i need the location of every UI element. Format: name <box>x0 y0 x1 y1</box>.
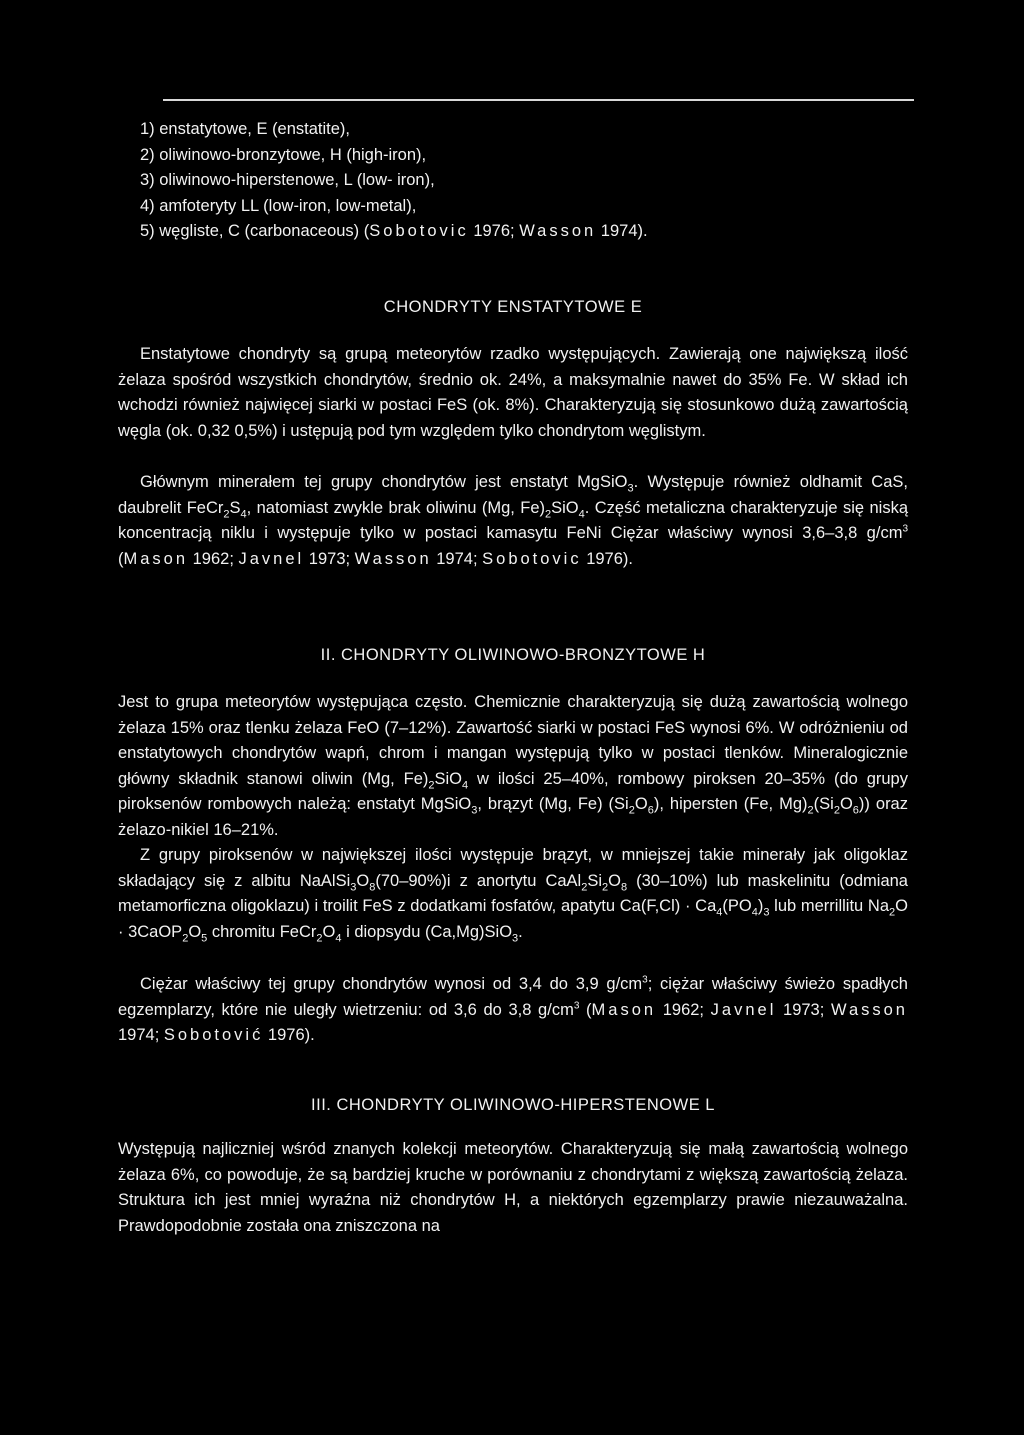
list-item: 1) enstatytowe, E (enstatite), <box>140 120 351 138</box>
list-item: 2) oliwinowo-bronzytowe, H (high-iron), <box>140 145 427 164</box>
list-item: 5) węgliste, C (carbonaceous) (Sobotovic 1976; Wasson 1974). <box>140 222 648 241</box>
classification-list <box>140 117 910 245</box>
paragraph: Z grupy piroksenów w największej ilości występuje brązyt, w mniejszej takie minerały jak oligoklaz składający się z albitu $NaAlSi_3O_8(70-90\%)i$ z anortytu $CaAl_2Si_2O_8$ (30–10%) lub maskelinitu (odmiana metamorficzna oligoklazu) i troilit FeS z dodatkami fosfatów, apatytu $Ca(F,Cl) \cdot Ca_4(PO_4)_3$ lub merrillitu $Na_2O$ · $3CaOP_2O_5$ chromitu $FeCr_2O_4$ i diopsydu (Ca,Mg)SiO$_3$. <box>118 846 908 945</box>
section-heading-enstatite: CHONDRYTY ENSTATYTOWE E <box>383 298 643 316</box>
top-rule <box>163 99 914 101</box>
paragraph: Ciężar właściwy tej grupy chondrytów wynosi od 3,4 do 3,9 $g/cm^3$; ciężar właściwy świeżo spadłych egzemplarzy, które nie uległy wietrzeniu: od 3,6 do 3,8 $g/cm^3$ (Mason 1962; Javnel 1973; Wasson 1974; Sobotović 1976). <box>118 974 908 1045</box>
list-item: 4) amfoteryty LL (low-iron, low-metal), <box>140 196 417 215</box>
paragraph: Jest to grupa meteorytów występująca często. Chemicznie charakteryzują się dużą zawartością wolnego żelaza 15% oraz tlenku żelaza FeO (7–12%). Zawartość siarki w postaci FeS wynosi 6%. W odróżnieniu od enstatytowych chondrytów wapń, chrom i mangan występują tylko w postaci tlenków. Mineralogicznie główny składnik stanowi oliwin (Mg, $Fe)_2SiO_4$ w ilości 25–40%, rombowy piroksen 20–35% (do grupy piroksenów rombowych należą: enstatyt MgSiO$_3$, brązyt (Mg, Fe) $(Si_2O_6)$, hipersten (Fe, $Mg)_2(Si_2O_6)$) oraz żelazo-nikiel 16–21%. <box>118 693 908 839</box>
list-item: 3) oliwinowo-hiperstenowe, L (low- iron), <box>140 171 435 190</box>
paragraph: Głównym minerałem tej grupy chondrytów jest enstatyt MgSiO$_3$. Występuje również oldhamit CaS, daubrelit $FeCr_2S_4$, natomiast zwykle brak oliwinu (Mg, $Fe)_2SiO_4$. Część metaliczna charakteryzuje się niską koncentracją niklu i występuje tylko w postaci kamasytu FeNi Ciężar właściwy wynosi 3,6–3,8 $g/cm^3$ (Mason 1962; Javnel 1973; Wasson 1974; Sobotovic 1976). <box>118 473 908 568</box>
paragraph: Występują najliczniej wśród znanych kolekcji meteorytów. Charakteryzują się małą zawartością wolnego żelaza 6%, co powoduje, że są bardziej kruche w porównaniu z chondrytami z większą zawartością żelaza. Struktura ich jest mniej wyraźna niż chondrytów H, a niektórych egzemplarzy prawie niezauważalna. Prawdopodobnie została ona zniszczona na <box>118 1140 908 1235</box>
paragraph: Enstatytowe chondryty są grupą meteorytów rzadko występujących. Zawierają one największą ilość żelaza spośród wszystkich chondrytów, średnio ok. 24%, a maksymalnie nawet do 35% Fe. W skład ich wchodzi również najwięcej siarki w postaci FeS (ok. 8%). Charakteryzują się stosunkowo dużą zawartością węgla (ok. 0,32 0,5%) i ustępują pod tym względem tylko chondrytom węglistym. <box>118 345 908 440</box>
section-heading-hypersthene: III. CHONDRYTY OLIWINOWO-HIPERSTENOWE L <box>311 1096 715 1114</box>
section-heading-bronzite: II. CHONDRYTY OLIWINOWO-BRONZYTOWE H <box>320 646 706 664</box>
